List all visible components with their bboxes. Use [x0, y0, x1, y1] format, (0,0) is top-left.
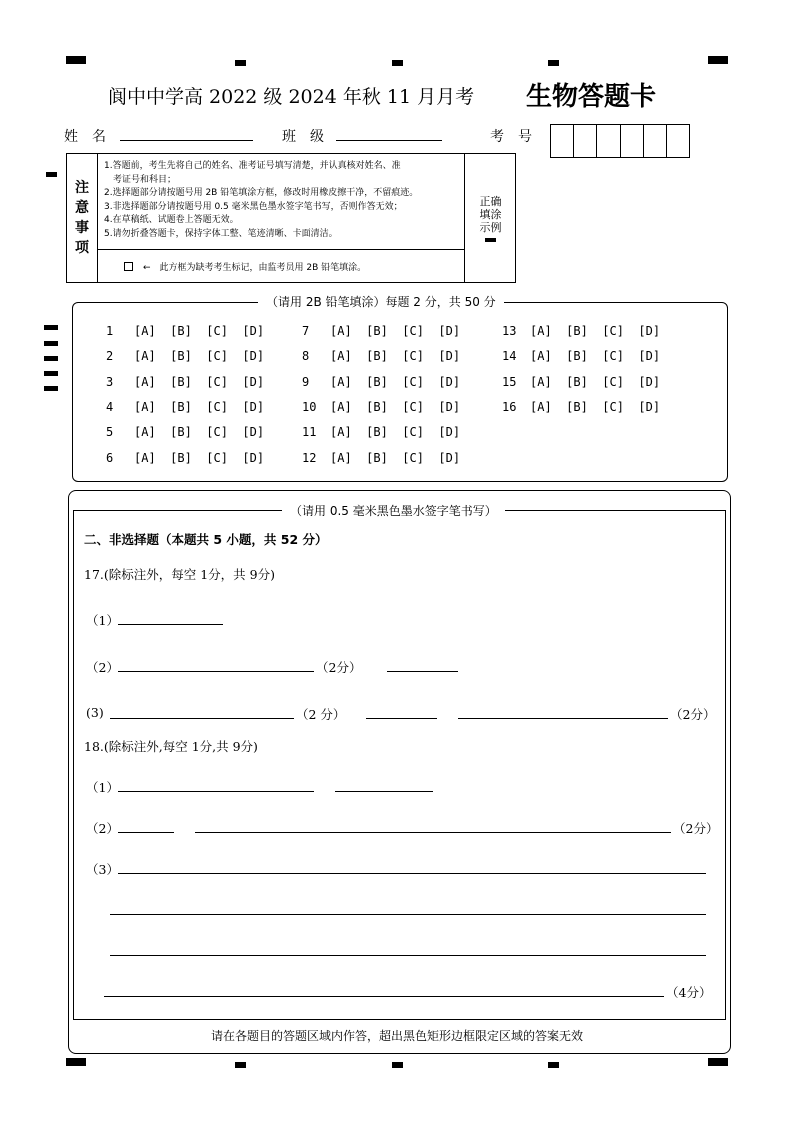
mc-question-number: 6 [106, 450, 114, 465]
position-mark [548, 1062, 559, 1068]
exam-no-boxes[interactable] [550, 124, 690, 158]
position-mark [44, 341, 58, 346]
mc-question-row[interactable] [302, 324, 460, 338]
mc-question-number: 3 [106, 374, 114, 389]
q17-title: 17.(除标注外，每空 1分，共 9分) [84, 567, 275, 582]
mc-question-row[interactable] [302, 451, 460, 465]
written-legend: （请用 0.5 毫米黑色墨水签字笔书写） [282, 502, 505, 519]
answer-line[interactable] [110, 955, 706, 956]
mc-options[interactable]: [A] [B] [C] [D] [134, 399, 265, 414]
q18-part1-label: （1） [86, 780, 119, 795]
position-mark [235, 60, 246, 66]
mc-options[interactable]: [A] [B] [C] [D] [330, 324, 461, 338]
points-label: （2分） [673, 821, 719, 836]
mc-options[interactable]: [A] [B] [C] [D] [330, 374, 461, 389]
mc-question-row[interactable] [502, 375, 660, 389]
notes-side-title: 注 意 事 项 [67, 154, 98, 282]
mc-question-number: 4 [106, 399, 114, 414]
points-label: （4分） [666, 985, 712, 1000]
mc-question-row[interactable] [502, 324, 660, 338]
position-mark [708, 1058, 728, 1066]
q17-part1-label: （1） [86, 613, 119, 628]
name-field[interactable] [120, 140, 253, 141]
mc-options[interactable]: [A] [B] [C] [D] [134, 425, 265, 440]
answer-line[interactable] [110, 718, 294, 719]
answer-line[interactable] [104, 996, 664, 997]
answer-line[interactable] [110, 914, 706, 915]
notes-box [66, 153, 516, 283]
written-inner-border [73, 510, 726, 1020]
fill-example: 正确 填涂 示例 [464, 154, 516, 282]
note-item: 考证号和科目； [104, 174, 177, 185]
mc-options[interactable]: [A] [B] [C] [D] [530, 324, 661, 338]
mc-question-number: 1 [106, 324, 114, 338]
exam-title: 阆中中学高 2022 级 2024 年秋 11 月月考 [108, 86, 475, 108]
position-mark [44, 371, 58, 376]
answer-line[interactable] [335, 791, 433, 792]
mc-question-number: 16 [502, 399, 517, 414]
section-title: 二、非选择题（本题共 5 小题，共 52 分） [84, 532, 328, 547]
mc-options[interactable]: [A] [B] [C] [D] [330, 399, 461, 414]
mc-question-row[interactable] [502, 349, 660, 363]
position-mark [66, 1058, 86, 1066]
mc-question-row[interactable] [302, 425, 460, 439]
answer-line[interactable] [118, 832, 174, 833]
note-item: 2.选择题部分请按题号用 2B 铅笔填涂方框，修改时用橡皮擦干净，不留痕迹。 [104, 188, 419, 198]
answer-line[interactable] [118, 671, 314, 672]
answer-line[interactable] [458, 718, 668, 719]
points-label: （2 分） [296, 707, 346, 722]
exam-no-label: 考 号 [490, 129, 532, 145]
class-label: 班 级 [282, 129, 324, 145]
points-label: （2分） [316, 660, 362, 675]
answer-line[interactable] [366, 718, 437, 719]
mc-question-row[interactable] [302, 349, 460, 363]
mc-question-number: 14 [502, 349, 517, 364]
mc-options[interactable]: [A] [B] [C] [D] [134, 450, 265, 465]
mc-options[interactable]: [A] [B] [C] [D] [330, 349, 461, 364]
answer-line[interactable] [195, 832, 671, 833]
q17-part3-label: (3) [86, 705, 104, 720]
mc-question-row[interactable] [302, 375, 460, 389]
mc-question-row[interactable] [502, 400, 660, 414]
mc-question-number: 10 [302, 399, 317, 414]
points-label: （2分） [670, 707, 716, 722]
note-item: 3.非选择题部分请按题号用 0.5 毫米黑色墨水签字笔书写，否则作答无效； [104, 201, 403, 212]
mc-question-row[interactable] [302, 400, 460, 414]
position-mark [392, 1062, 403, 1068]
mc-options[interactable]: [A] [B] [C] [D] [530, 374, 661, 389]
mc-options[interactable]: [A] [B] [C] [D] [530, 399, 661, 414]
position-mark [548, 60, 559, 66]
subject-title: 生物答题卡 [526, 82, 657, 112]
q18-title: 18.(除标注外,每空 1分,共 9分) [84, 739, 258, 754]
mc-question-number: 5 [106, 425, 114, 440]
mc-legend: （请用 2B 铅笔填涂）每题 2 分，共 50 分 [258, 293, 504, 310]
mc-options[interactable]: [A] [B] [C] [D] [330, 450, 461, 465]
mc-question-number: 12 [302, 450, 317, 465]
mc-question-row[interactable] [106, 425, 264, 439]
mc-question-number: 8 [302, 349, 310, 364]
note-item: 5.请勿折叠答题卡，保持字体工整、笔迹清晰、卡面清洁。 [104, 228, 338, 239]
position-mark [392, 60, 403, 66]
class-field[interactable] [336, 140, 442, 141]
mc-question-row[interactable] [106, 349, 264, 363]
absent-row [98, 251, 464, 282]
mc-options[interactable]: [A] [B] [C] [D] [134, 374, 265, 389]
mc-question-number: 2 [106, 349, 114, 364]
position-mark [44, 356, 58, 361]
mc-question-row[interactable] [106, 400, 264, 414]
mc-question-number: 7 [302, 324, 310, 338]
q17-part2-label: （2） [86, 660, 119, 675]
position-mark [235, 1062, 246, 1068]
answer-line[interactable] [118, 624, 223, 625]
name-label: 姓 名 [64, 129, 106, 145]
mc-options[interactable]: [A] [B] [C] [D] [134, 349, 265, 364]
mc-question-number: 11 [302, 425, 317, 440]
position-mark [46, 172, 57, 177]
note-item: 4.在草稿纸、试题卷上答题无效。 [104, 215, 239, 225]
position-mark [44, 386, 58, 391]
position-mark [708, 56, 728, 64]
mc-question-number: 15 [502, 374, 517, 389]
absent-checkbox[interactable] [124, 262, 133, 271]
mc-options[interactable]: [A] [B] [C] [D] [530, 349, 661, 364]
note-item: 1.答题前，考生先将自己的姓名、准考证号填写清楚，并认真核对姓名、准 [104, 161, 401, 171]
mc-options[interactable]: [A] [B] [C] [D] [134, 324, 265, 338]
mc-question-row[interactable] [106, 375, 264, 389]
answer-line[interactable] [387, 671, 458, 672]
filled-mark-icon [485, 238, 496, 242]
mc-question-number: 9 [302, 374, 310, 389]
mc-options[interactable]: [A] [B] [C] [D] [330, 425, 461, 440]
absent-note: ← 此方框为缺考考生标记，由监考员用 2B 铅笔填涂。 [143, 263, 367, 273]
footer-note: 请在各题目的答题区域内作答，超出黑色矩形边框限定区域的答案无效 [210, 1029, 583, 1043]
q18-part3-label: （3） [86, 862, 119, 877]
q18-part2-label: （2） [86, 821, 119, 836]
position-mark [44, 325, 58, 330]
mc-question-row[interactable] [106, 451, 264, 465]
answer-line[interactable] [118, 791, 314, 792]
answer-line[interactable] [118, 873, 706, 874]
position-mark [66, 56, 86, 64]
notes-list [98, 154, 464, 250]
mc-question-row[interactable] [106, 324, 264, 338]
mc-question-number: 13 [502, 324, 517, 338]
